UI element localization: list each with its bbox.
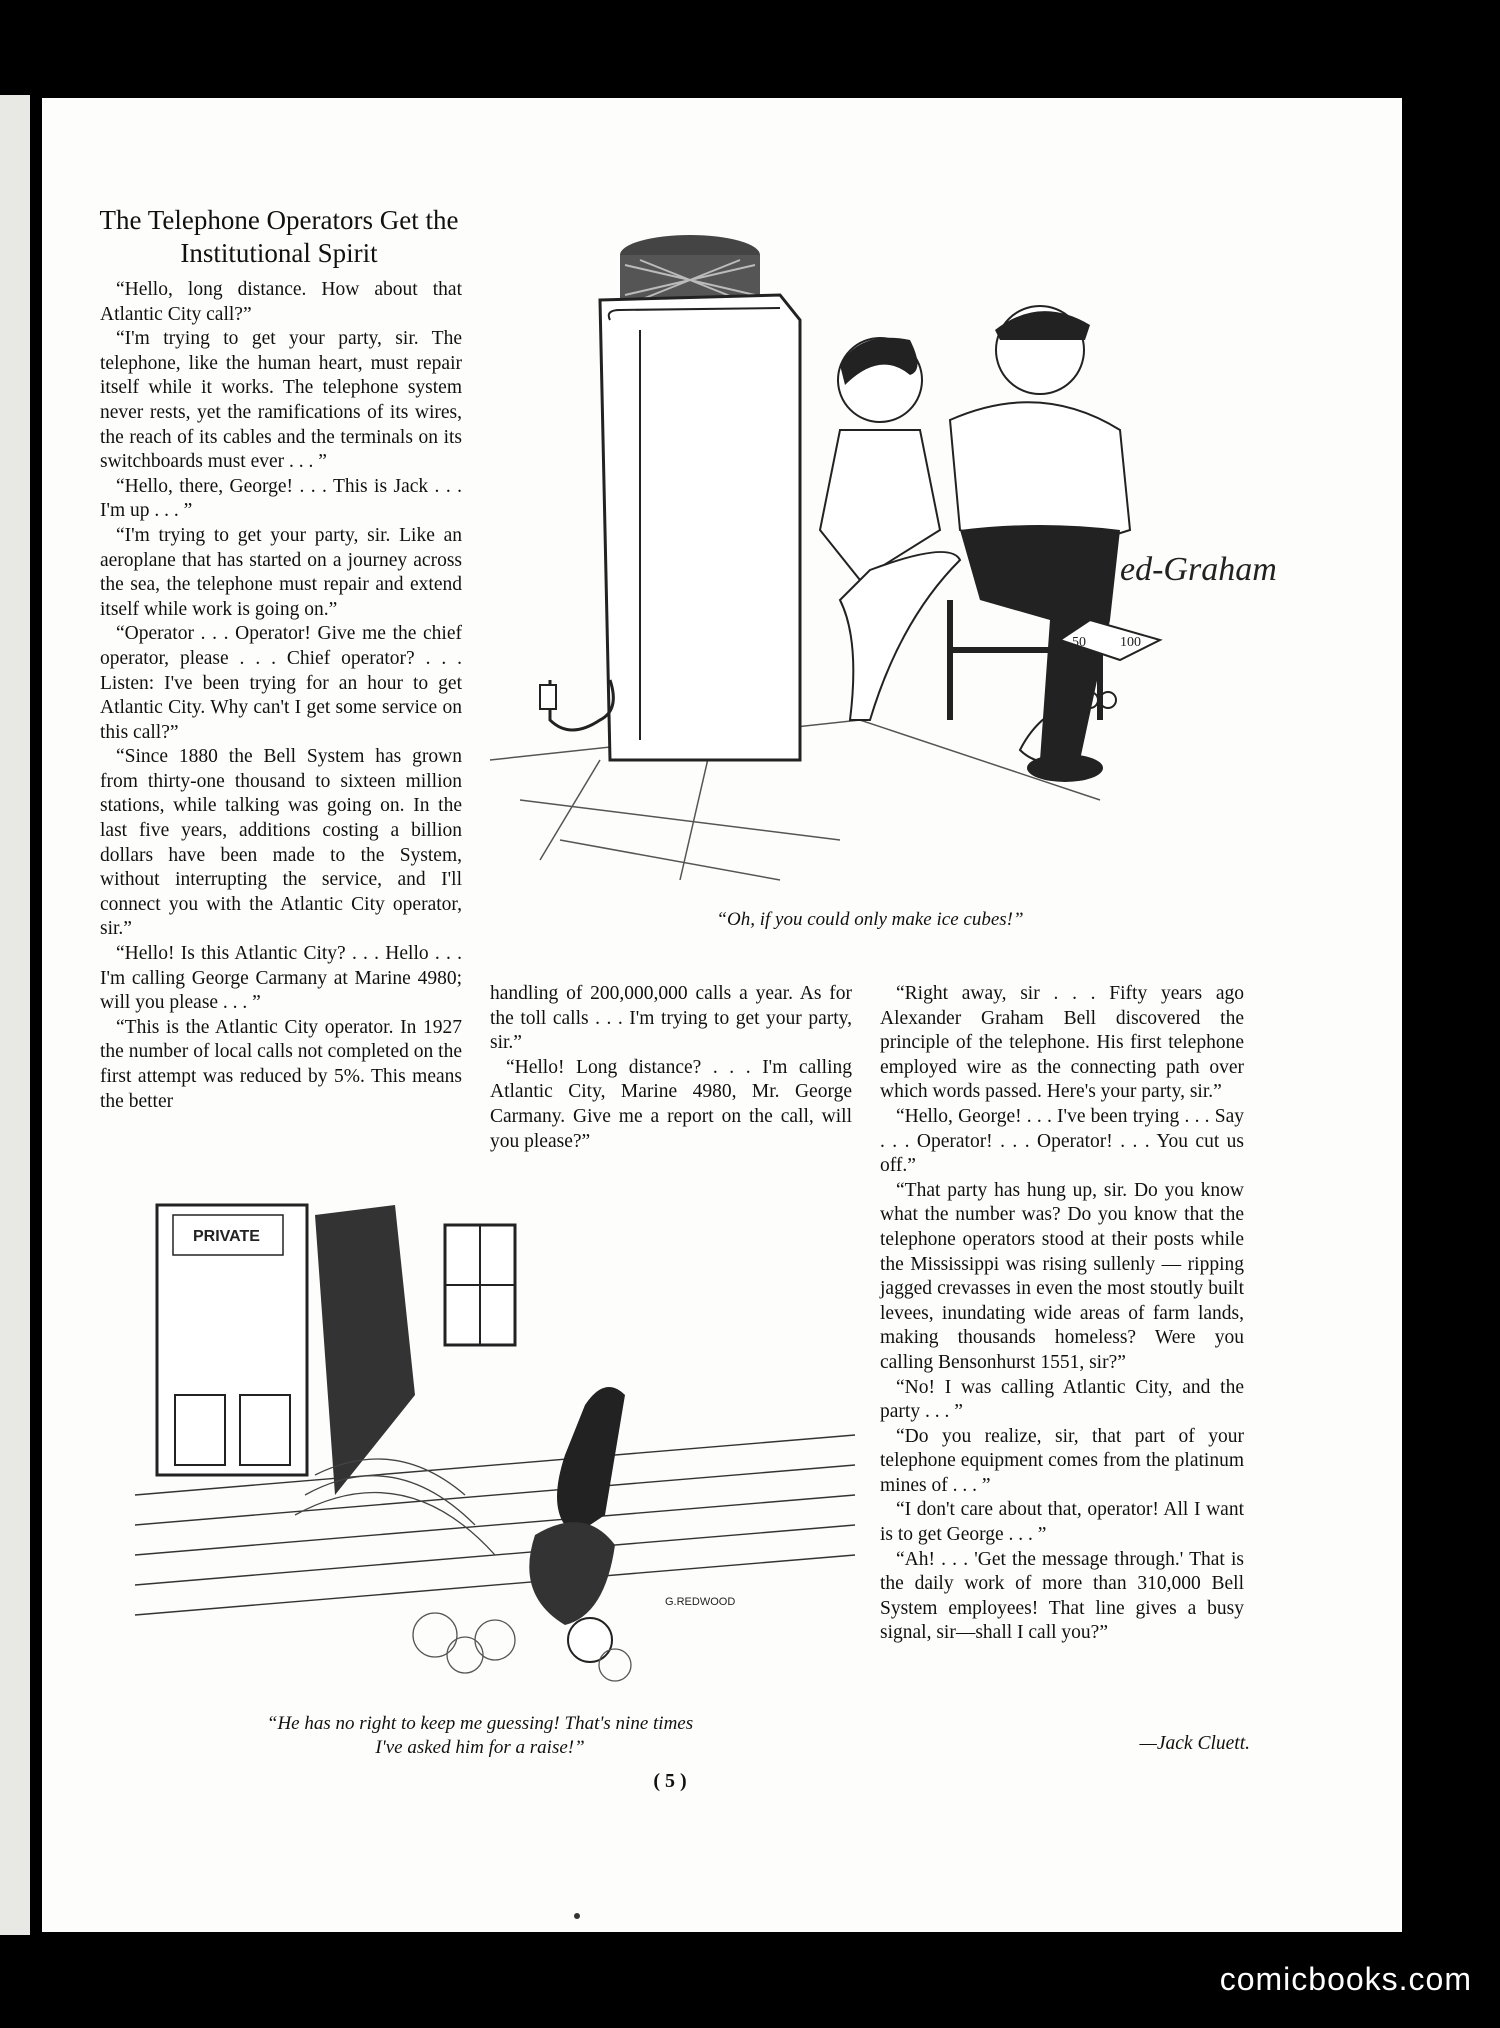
article-paragraph: “Hello, there, George! . . . This is Jack . . . I'm up . . . ”	[100, 475, 462, 522]
refrigerator	[600, 295, 800, 760]
text-column-2	[490, 982, 852, 1154]
door-shadow	[315, 1205, 415, 1495]
cartoon1-caption: “Oh, if you could only make ice cubes!”	[716, 909, 1024, 930]
cartoon2-caption-line-1: “He has no right to keep me guessing! That's nine times	[266, 1713, 694, 1734]
falling-man-body	[529, 1522, 615, 1625]
cartoon2-caption	[170, 1712, 790, 1760]
cartoon1-signature: ed-Graham	[1120, 551, 1277, 588]
article-paragraph: handling of 200,000,000 calls a year. As for the toll calls . . . I'm trying to get your party, sir.”	[490, 983, 852, 1054]
page-speck	[574, 1913, 580, 1919]
wall-outlet	[540, 685, 556, 709]
man-shoe	[1027, 754, 1103, 782]
man-sweater	[950, 402, 1130, 545]
cartoon2-caption-line-2: I've asked him for a raise!”	[375, 1737, 585, 1758]
page-number: ( 5 )	[653, 1770, 687, 1792]
article-paragraph: “Operator . . . Operator! Give me the chief operator, please . . . Chief operator? . . . Listen: I've been trying for an hour to get Atlantic City. Why can't I get some service on this call?”	[100, 623, 462, 743]
power-cord	[550, 680, 613, 730]
article-paragraph: “Right away, sir . . . Fifty years ago Alexander Graham Bell discovered the principle of the telephone. His first telephone employed wire as the connecting path over which words passed. Here's your party, sir.”	[880, 983, 1244, 1103]
price-tag-label-1: 50	[1072, 635, 1086, 650]
falling-man-head	[568, 1618, 612, 1662]
price-tag-label-2: 100	[1120, 635, 1141, 650]
cartoon-office-door-illustration	[135, 1195, 855, 1695]
article-paragraph: “Do you realize, sir, that part of your telephone equipment comes from the platinum mines of . . . ”	[880, 1425, 1244, 1496]
door-sign-text: PRIVATE	[193, 1228, 260, 1245]
cartoon2-signature: G.REDWOOD	[665, 1596, 736, 1608]
article-paragraph: “This is the Atlantic City operator. In 1927 the number of local calls not completed on the first attempt was reduced by 5%. This means the better	[100, 1016, 462, 1112]
article-paragraph: “Ah! . . . 'Get the message through.' That is the daily work of more than 310,000 Bell System employees! That line gives a busy signal, sir—shall I call you?”	[880, 1548, 1244, 1644]
article-paragraph: “I'm trying to get your party, sir. Like an aeroplane that has started on a journey across the sea, the telephone must repair and extend itself while work is going on.”	[100, 524, 462, 620]
man-cap	[995, 311, 1090, 340]
article-paragraph: “Hello! Long distance? . . . I'm calling Atlantic City, Marine 4980, Mr. George Carmany. Give me a report on the call, will you please?”	[490, 1056, 852, 1152]
article-paragraph: “I'm trying to get your party, sir. The telephone, like the human heart, must repair itself while it works. The telephone system never rests, yet the ramifications of its wires, the reach of its cables and the terminals on its switchboards must ever . . . ”	[100, 328, 462, 473]
article-paragraph: “Hello! Is this Atlantic City? . . . Hello . . . I'm calling George Carmany at Marine 4980; will you please . . . ”	[100, 943, 462, 1014]
byline	[1100, 1732, 1250, 1757]
article-paragraph: “Hello, long distance. How about that Atlantic City call?”	[100, 279, 462, 325]
cartoon-refrigerator-illustration	[480, 200, 1277, 900]
article-paragraph: “No! I was calling Atlantic City, and the party . . . ”	[880, 1376, 1244, 1423]
falling-man-legs	[557, 1387, 625, 1535]
watermark: comicbooks.com	[1219, 1961, 1472, 1997]
previous-page-edge	[0, 95, 30, 1935]
article-title: The Telephone Operators Get the Institutional Spirit	[99, 205, 459, 268]
article-paragraph: “That party has hung up, sir. Do you know what the number was? Do you know that the telephone operators stood at their posts while the Mississippi was rising sullenly — ripping jagged crevasses in even the most stoutly built levees, inundating wide areas of farm lands, making thousands homeless? Were you calling Bensonhurst 1551, sir?”	[880, 1179, 1244, 1373]
article-paragraph: “I don't care about that, operator! All I want is to get George . . . ”	[880, 1499, 1244, 1546]
article-paragraph: “Hello, George! . . . I've been trying . . . Say . . . Operator! . . . Operator! . . . You cut us off.”	[880, 1105, 1244, 1177]
byline-text: —Jack Cluett.	[1139, 1733, 1250, 1754]
text-column-3	[880, 982, 1244, 1646]
article-paragraph: “Since 1880 the Bell System has grown from thirty-one thousand to sixteen million stations, while talking was going on. In the last five years, additions costing a billion dollars have been made to the System, without interrupting the service, and I'll connect you with the Atlantic City operator, sir.”	[100, 746, 462, 940]
text-column-1	[100, 278, 462, 1114]
cooling-coil-body	[620, 255, 760, 300]
